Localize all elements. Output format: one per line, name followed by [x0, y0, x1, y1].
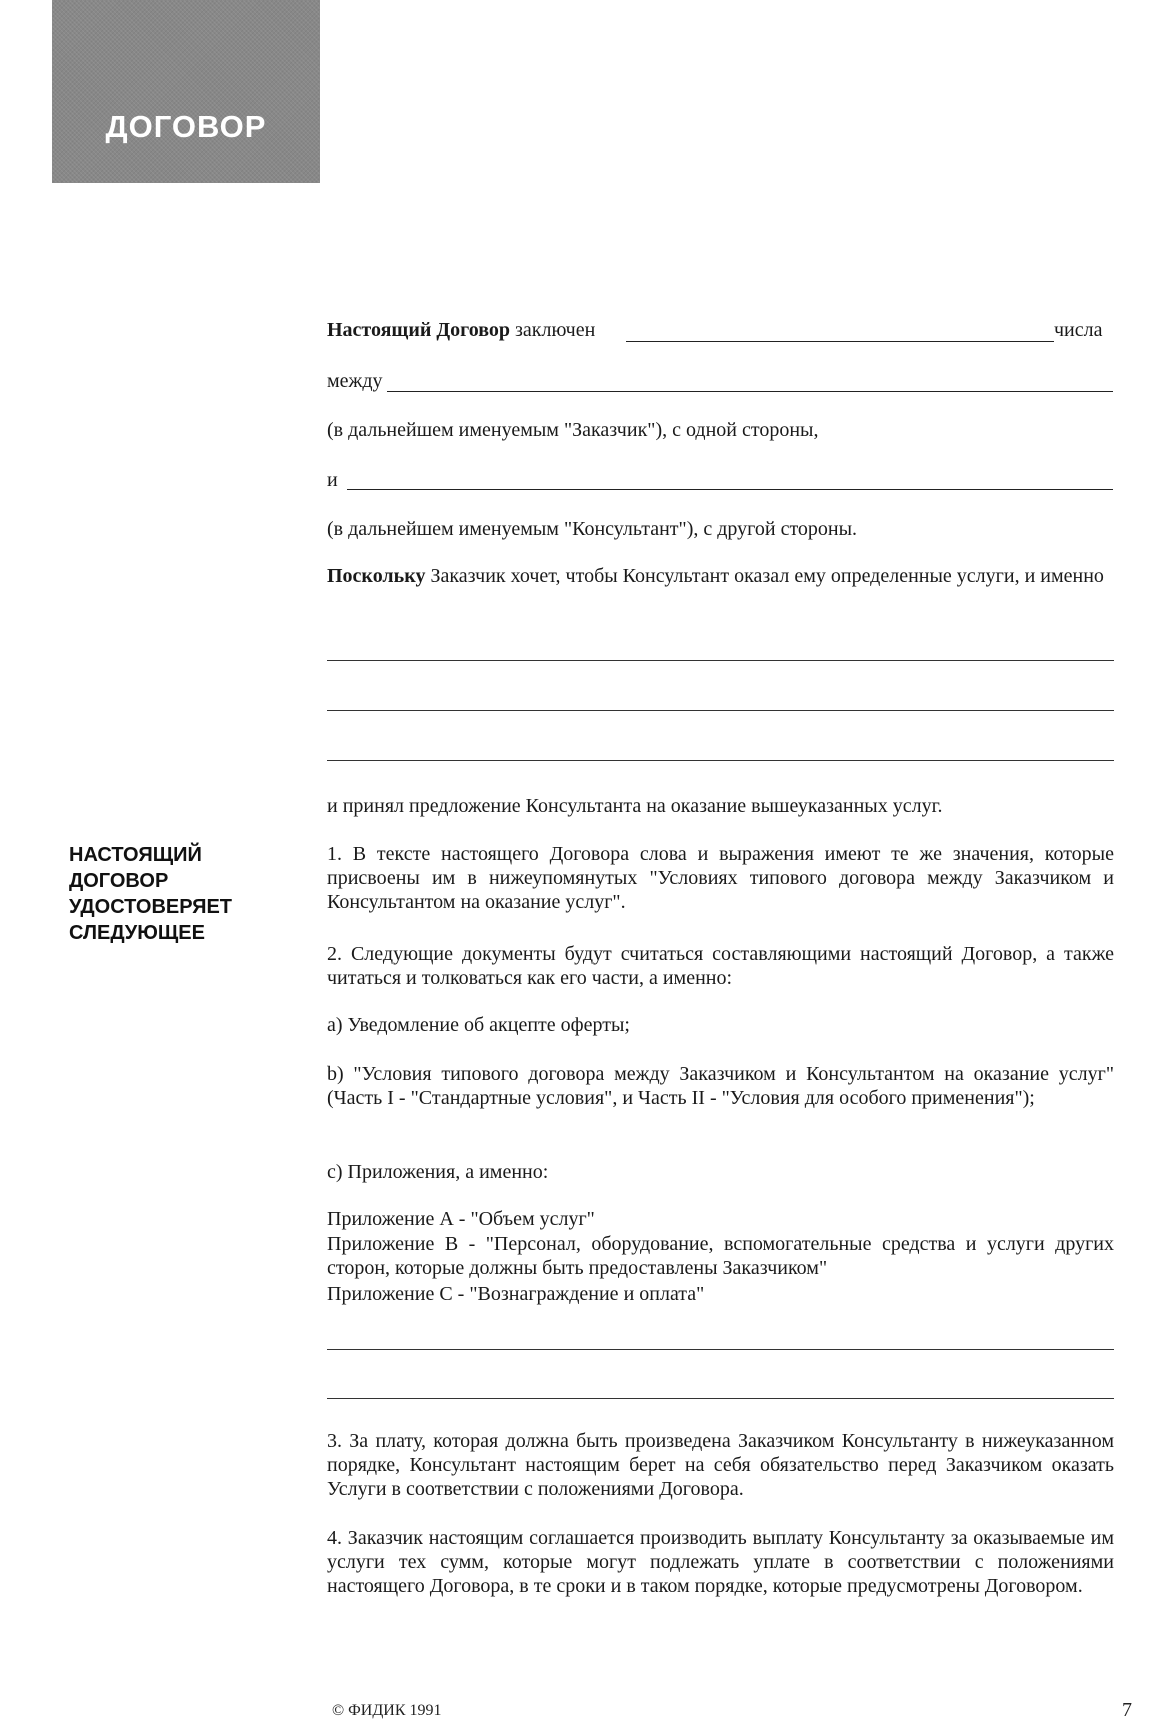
consultant-definition: (в дальнейшем именуемым "Консультант"), с другой стороны.	[327, 518, 858, 540]
services-blank-line	[327, 660, 1114, 661]
intro-line-1	[327, 318, 595, 342]
clause-2b: b) "Условия типового договора между Заказчиком и Консультантом на оказание услуг" (Часть I - "Стандартные условия", и Часть II - "Условия для особого применения");	[327, 1063, 1114, 1109]
clause-1: 1. В тексте настоящего Договора слова и выражения имеют те же значения, которые присвоены им в нижеупомянутых "Условиях типового договора между Заказчиком и Консультантом на оказание услуг".	[327, 843, 1114, 913]
services-blank-line	[327, 710, 1114, 711]
between-word: между	[327, 370, 383, 392]
whereas-paragraph	[327, 564, 1114, 588]
date-fill-line	[626, 341, 1054, 342]
consultant-fill-line	[347, 489, 1113, 490]
appendix-b: Приложение В - "Персонал, оборудование, вспомогательные средства и услуги других сторон, которые должны быть предоставлены Заказчиком"	[327, 1233, 1114, 1279]
clause-3: 3. За плату, которая должна быть произведена Заказчиком Консультанту в нижеуказанном порядке, Консультант настоящим берет на себя обязательство перед Заказчиком оказать Услуги в соответствии с положениями Договора.	[327, 1430, 1114, 1500]
appendix-a: Приложение А - "Объем услуг"	[327, 1208, 595, 1230]
whereas-bold: Поскольку	[327, 565, 426, 587]
services-blank-line	[327, 760, 1114, 761]
header-banner	[52, 0, 320, 183]
page-number: 7	[1122, 1699, 1132, 1721]
appendix-c: Приложение С - "Вознаграждение и оплата"	[327, 1283, 705, 1305]
clause-2: 2. Следующие документы будут считаться составляющими настоящий Договор, а также читаться и толковаться как его части, а именно:	[327, 943, 1114, 989]
copyright-notice: © ФИДИК 1991	[332, 1702, 442, 1719]
appendix-blank-line	[327, 1349, 1114, 1350]
side-heading-line: ДОГОВОР	[69, 870, 169, 892]
client-fill-line	[387, 391, 1113, 392]
side-heading-line: НАСТОЯЩИЙ	[69, 844, 202, 866]
document-title: ДОГОВОР	[105, 109, 267, 144]
intro-bold-phrase: Настоящий Договор	[327, 319, 510, 341]
appendix-blank-line	[327, 1398, 1114, 1399]
clause-2a: а) Уведомление об акцепте оферты;	[327, 1014, 630, 1036]
clause-4: 4. Заказчик настоящим соглашается производить выплату Консультанту за оказываемые им услуги тех сумм, которые могут подлежать уплате в соответствии с положениями настоящего Договора, в те сроки и в таком порядке, которые предусмотрены Договором.	[327, 1527, 1114, 1597]
side-heading	[69, 842, 289, 946]
clause-2c: с) Приложения, а именно:	[327, 1161, 549, 1183]
intro-concluded-text: заключен	[515, 319, 596, 341]
intro-day-word: числа	[1054, 319, 1103, 341]
accepted-text: и принял предложение Консультанта на оказание вышеуказанных услуг.	[327, 795, 943, 817]
side-heading-line: УДОСТОВЕРЯЕТ	[69, 896, 233, 918]
side-heading-line: СЛЕДУЮЩЕЕ	[69, 922, 205, 944]
and-word: и	[327, 469, 338, 491]
client-definition: (в дальнейшем именуемым "Заказчик"), с одной стороны,	[327, 419, 819, 441]
whereas-text: Заказчик хочет, чтобы Консультант оказал ему определенные услуги, и именно	[430, 565, 1104, 587]
